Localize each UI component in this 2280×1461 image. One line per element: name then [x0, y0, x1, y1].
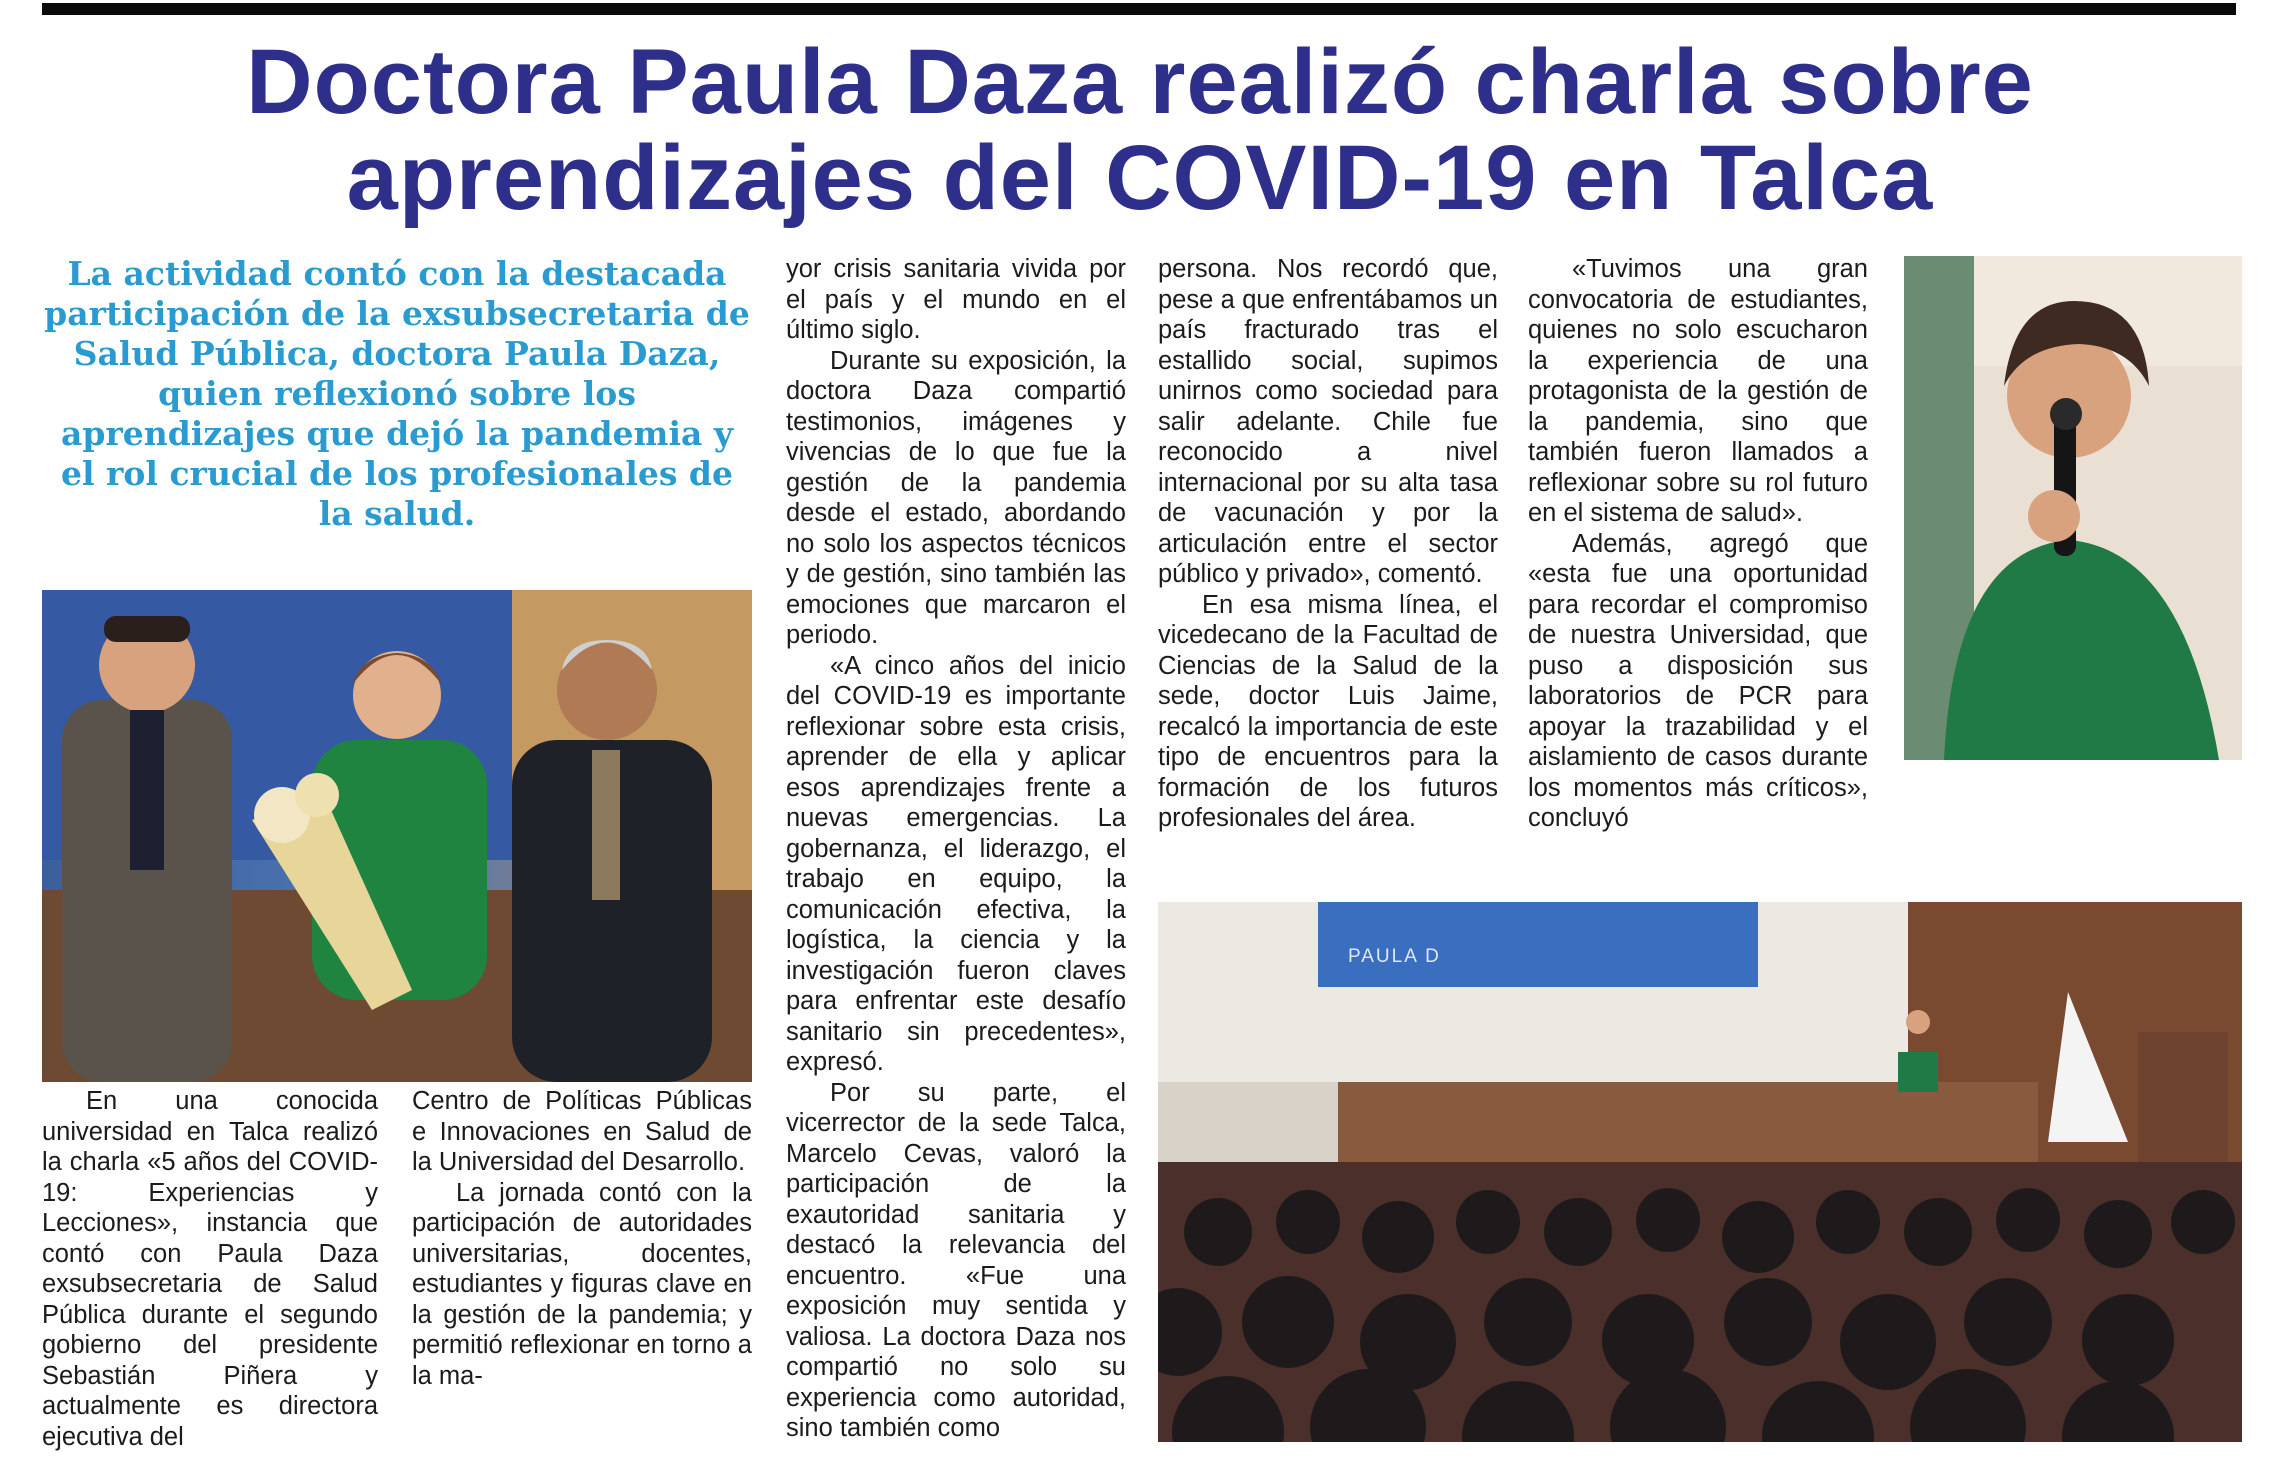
photo-auditorium-audience — [1158, 902, 2242, 1442]
article-deck: La actividad contó con la destacada participación de la exsubsecretaria de Salud Pública, doctora Paula Daza, quien reflexionó sobre los aprendizajes que dejó la pandemia y el rol crucial de los profesionales de la salud. — [44, 254, 750, 533]
article-column-1 — [42, 1086, 378, 1452]
col3-paragraph-3: «A cinco años del inicio del COVID-19 es importante reflexionar sobre esta crisis, aprender de ella y aplicar esos aprendizajes frente a nuevas emergencias. La gobernanza, el liderazgo, el trabajo en equipo, la comunicación efectiva, la logística, la ciencia y la investigación fueron claves para enfrentar este desafío sanitario sin precedentes», expresó. — [786, 651, 1126, 1076]
col4-paragraph-2: En esa misma línea, el vicedecano de la Facultad de Ciencias de la Salud de la sede, doctor Luis Jaime, recalcó la importancia de este tipo de encuentros para la formación de los futuros profesionales del área. — [1158, 590, 1498, 832]
col5-paragraph-1: «Tuvimos una gran convocatoria de estudiantes, quienes no solo escucharon la experiencia de una protagonista de la gestión de la pandemia, sino que también fueron llamados a reflexionar sobre su rol futuro en el sistema de salud». — [1528, 255, 1868, 527]
top-rule — [42, 3, 2236, 15]
col2-paragraph-1: Centro de Políticas Públicas e Innovaciones en Salud de la Universidad del Desarrollo. — [412, 1087, 752, 1176]
article-column-2 — [412, 1086, 752, 1391]
col3-paragraph-2: Durante su exposición, la doctora Daza compartió testimonios, imágenes y vivencias de lo que fue la gestión de la pandemia desde el estado, abordando no solo los aspectos técnicos y de gestión, sino también las emociones que marcaron el periodo. — [786, 346, 1126, 649]
photo-three-people-flowers — [42, 590, 752, 1082]
headline-line-2: aprendizajes del COVID-19 en Talca — [346, 127, 1934, 229]
col4-paragraph-1: persona. Nos recordó que, pese a que enfrentábamos un país fracturado tras el estallido social, supimos unirnos como sociedad para salir adelante. Chile fue reconocido a nivel internacional por su alta tasa de vacunación y por la articulación entre el sector público y privado», comentó. — [1158, 255, 1498, 588]
article-column-4 — [1158, 254, 1498, 834]
col1-paragraph-1: En una conocida universidad en Talca realizó la charla «5 años del COVID-19: Experiencias y Lecciones», instancia que contó con Paula Daza exsubsecretaria de Salud Pública durante el segundo gobierno del presidente Sebastián Piñera y actualmente es directora ejecutiva del — [42, 1087, 378, 1451]
col5-paragraph-2: Además, agregó que «esta fue una oportunidad para recordar el compromiso de nuestra Universidad, que puso a disposición sus laboratorios de PCR para apoyar la trazabilidad y el aislamiento de casos durante los momentos más críticos», concluyó — [1528, 529, 1868, 832]
col2-paragraph-2: La jornada contó con la participación de autoridades universitarias, docentes, estudiantes y figuras clave en la gestión de la pandemia; y permitió reflexionar en torno a la ma- — [412, 1178, 752, 1390]
headline-line-1: Doctora Paula Daza realizó charla sobre — [246, 31, 2034, 133]
article-column-3 — [786, 254, 1126, 1444]
screen-text: PAULA D — [1348, 946, 1441, 967]
photo-speaker-microphone — [1904, 256, 2242, 760]
col3-paragraph-1: yor crisis sanitaria vivida por el país y el mundo en el último siglo. — [786, 255, 1126, 344]
article-column-5 — [1528, 254, 1868, 834]
headline — [40, 31, 2240, 229]
col3-paragraph-4: Por su parte, el vicerrector de la sede Talca, Marcelo Cevas, valoró la participación de la exautoridad sanitaria y destacó la relevancia del encuentro. «Fue una exposición muy sentida y valiosa. La doctora Daza nos compartió no solo su experiencia como autoridad, sino también como — [786, 1078, 1126, 1442]
